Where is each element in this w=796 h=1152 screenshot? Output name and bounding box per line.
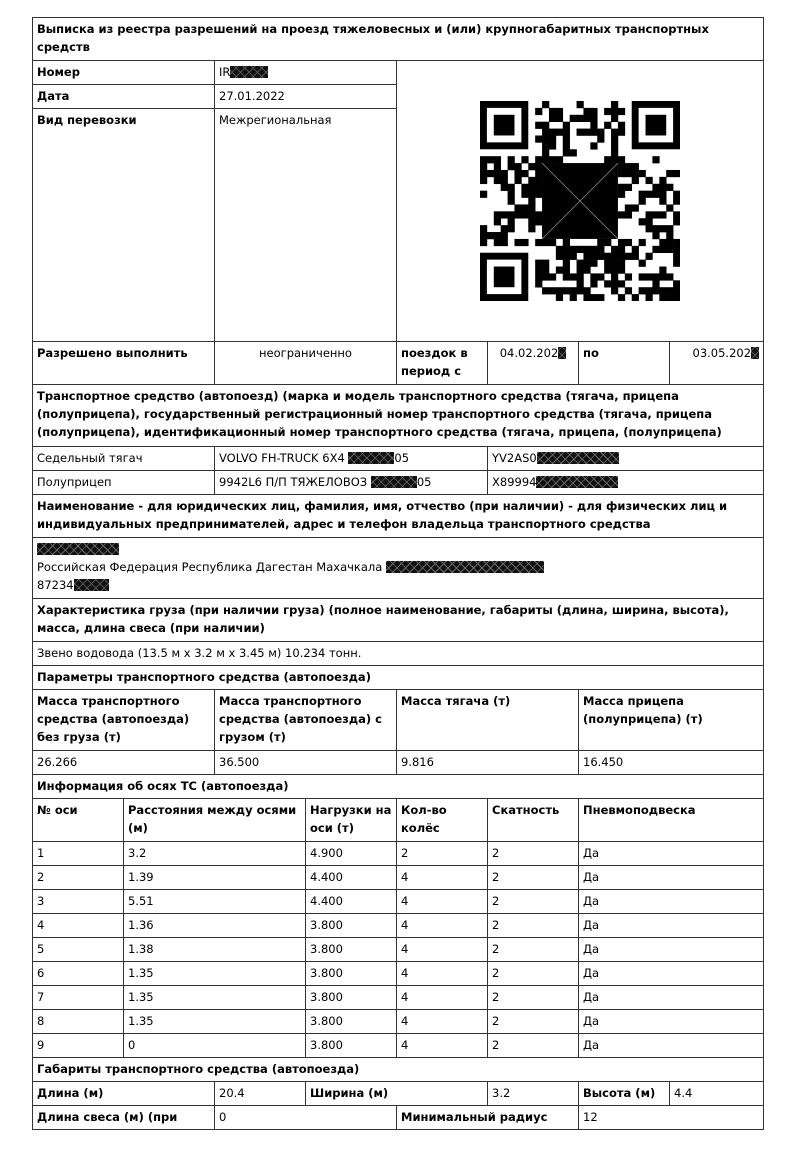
axle-load: 3.800 [306, 962, 397, 986]
redacted-block [371, 476, 417, 488]
height-label: Высота (м) [579, 1082, 670, 1106]
min-radius-label: Минимальный радиус [397, 1106, 579, 1130]
params-header: Параметры транспортного средства (автопоезда) [33, 666, 764, 690]
axle-slope: 2 [488, 866, 579, 890]
tractor-model: VOLVO FH-TRUCK 6X4 05 [215, 447, 488, 471]
trips-label: поездок в период с [397, 342, 488, 385]
min-radius-value: 12 [579, 1106, 764, 1130]
axle-slope: 2 [488, 962, 579, 986]
cargo-header: Характеристика груза (при наличии груза) (полное наименование, габариты (длина, ширина, высота), масса, длина свеса (при наличии) [33, 599, 764, 642]
table-row [33, 866, 764, 890]
redacted-block [74, 579, 109, 591]
cargo-value: Звено водовода (13.5 м х 3.2 м х 3.45 м) 10.234 тонн. [33, 642, 764, 666]
axle-load: 3.800 [306, 1010, 397, 1034]
table-row [33, 962, 764, 986]
redacted-block [37, 543, 119, 555]
transport-type-label: Вид перевозки [33, 109, 215, 342]
axles-col-load: Нагрузки на оси (т) [306, 799, 397, 842]
axle-distance: 3.2 [124, 842, 306, 866]
params-col-mass-tractor: Масса тягача (т) [397, 690, 579, 751]
tractor-vin: YV2AS0 [488, 447, 764, 471]
axle-wheels: 4 [397, 914, 488, 938]
axle-pneumatic: Да [579, 1010, 764, 1034]
allowed-value: неограниченно [215, 342, 397, 385]
axle-number: 5 [33, 938, 124, 962]
to-date: 03.05.202 [670, 342, 764, 385]
vehicle-header: Транспортное средство (автопоезд) (марка и модель транспортного средства (тягача, прицепа (полуприцепа), государственный регистрационный номер транспортного средства (тягача, прицепа (полуприцепа), идентификационный номер транспортного средства (тягача, прицепа, (полуприцепа) [33, 385, 764, 447]
axle-number: 1 [33, 842, 124, 866]
axle-distance: 1.35 [124, 962, 306, 986]
date-label: Дата [33, 85, 215, 109]
axle-slope: 2 [488, 914, 579, 938]
axle-pneumatic: Да [579, 842, 764, 866]
axle-number: 3 [33, 890, 124, 914]
axle-pneumatic: Да [579, 1034, 764, 1058]
params-col-mass-loaded: Масса транспортного средства (автопоезда) с грузом (т) [215, 690, 397, 751]
axles-col-pneumatic: Пневмоподвеска [579, 799, 764, 842]
document-title: Выписка из реестра разрешений на проезд тяжеловесных и (или) крупногабаритных транспортных средств [33, 18, 764, 61]
to-label: по [579, 342, 670, 385]
axle-wheels: 4 [397, 890, 488, 914]
table-row [33, 1010, 764, 1034]
overhang-value: 0 [215, 1106, 397, 1130]
params-value-mass-loaded: 36.500 [215, 751, 397, 775]
axles-col-number: № оси [33, 799, 124, 842]
axle-wheels: 2 [397, 842, 488, 866]
qr-code-icon [480, 101, 680, 301]
axle-slope: 2 [488, 842, 579, 866]
params-col-mass-trailer: Масса прицепа (полуприцепа) (т) [579, 690, 764, 751]
axles-header: Информация об осях ТС (автопоезда) [33, 775, 764, 799]
date-value: 27.01.2022 [215, 85, 397, 109]
axle-load: 3.800 [306, 914, 397, 938]
axle-distance: 1.39 [124, 866, 306, 890]
table-row [33, 938, 764, 962]
transport-type-value: Межрегиональная [215, 109, 397, 342]
trailer-model: 9942L6 П/П ТЯЖЕЛОВОЗ 05 [215, 471, 488, 495]
axle-number: 7 [33, 986, 124, 1010]
axles-col-wheels: Кол-во колёс [397, 799, 488, 842]
owner-header: Наименование - для юридических лиц, фамилия, имя, отчество (при наличии) - для физических лиц и индивидуальных предпринимателей, адрес и телефон владельца транспортного средства [33, 495, 764, 538]
axles-col-slope: Скатность [488, 799, 579, 842]
allowed-label: Разрешено выполнить [33, 342, 215, 385]
axle-slope: 2 [488, 938, 579, 962]
axle-number: 9 [33, 1034, 124, 1058]
permit-extract-table [32, 17, 764, 1130]
axles-col-distance: Расстояния между осями (м) [124, 799, 306, 842]
axle-pneumatic: Да [579, 914, 764, 938]
tractor-label: Седельный тягач [33, 447, 215, 471]
axle-wheels: 4 [397, 1034, 488, 1058]
axle-pneumatic: Да [579, 890, 764, 914]
trailer-vin: X89994 [488, 471, 764, 495]
table-row [33, 986, 764, 1010]
number-label: Номер [33, 61, 215, 85]
axle-number: 6 [33, 962, 124, 986]
axle-slope: 2 [488, 986, 579, 1010]
redacted-block [386, 561, 544, 573]
axle-number: 2 [33, 866, 124, 890]
axle-load: 4.900 [306, 842, 397, 866]
axle-pneumatic: Да [579, 986, 764, 1010]
redacted-block [230, 66, 268, 78]
axle-load: 3.800 [306, 938, 397, 962]
axle-pneumatic: Да [579, 866, 764, 890]
axle-number: 4 [33, 914, 124, 938]
length-value: 20.4 [215, 1082, 306, 1106]
trailer-label: Полуприцеп [33, 471, 215, 495]
axle-slope: 2 [488, 1034, 579, 1058]
qr-code-cell [397, 61, 764, 342]
axle-distance: 1.35 [124, 986, 306, 1010]
redacted-block [558, 347, 566, 359]
length-label: Длина (м) [33, 1082, 215, 1106]
table-row [33, 890, 764, 914]
from-date: 04.02.202 [488, 342, 579, 385]
number-value: IR [215, 61, 397, 85]
params-col-mass-empty: Масса транспортного средства (автопоезда) без груза (т) [33, 690, 215, 751]
axle-load: 3.800 [306, 1034, 397, 1058]
redacted-block [536, 476, 618, 488]
table-row [33, 914, 764, 938]
redacted-block [348, 452, 394, 464]
axle-number: 8 [33, 1010, 124, 1034]
height-value: 4.4 [670, 1082, 764, 1106]
redacted-block [537, 452, 619, 464]
axle-load: 4.400 [306, 866, 397, 890]
axle-slope: 2 [488, 1010, 579, 1034]
params-value-mass-trailer: 16.450 [579, 751, 764, 775]
axle-distance: 1.35 [124, 1010, 306, 1034]
axle-wheels: 4 [397, 1010, 488, 1034]
dimensions-header: Габариты транспортного средства (автопоезда) [33, 1058, 764, 1082]
overhang-label: Длина свеса (м) (при [33, 1106, 215, 1130]
axle-distance: 1.36 [124, 914, 306, 938]
axle-wheels: 4 [397, 938, 488, 962]
width-value: 3.2 [488, 1082, 579, 1106]
table-row [33, 842, 764, 866]
owner-details: Российская Федерация Республика Дагестан Махачкала 87234 [33, 538, 764, 599]
axle-load: 3.800 [306, 986, 397, 1010]
axle-pneumatic: Да [579, 938, 764, 962]
axle-distance: 5.51 [124, 890, 306, 914]
axle-wheels: 4 [397, 962, 488, 986]
redacted-block [751, 347, 759, 359]
params-value-mass-tractor: 9.816 [397, 751, 579, 775]
params-value-mass-empty: 26.266 [33, 751, 215, 775]
axle-pneumatic: Да [579, 962, 764, 986]
axle-distance: 1.38 [124, 938, 306, 962]
table-row [33, 1034, 764, 1058]
axle-distance: 0 [124, 1034, 306, 1058]
width-label: Ширина (м) [306, 1082, 488, 1106]
axle-slope: 2 [488, 890, 579, 914]
axle-wheels: 4 [397, 866, 488, 890]
axle-wheels: 4 [397, 986, 488, 1010]
axle-load: 4.400 [306, 890, 397, 914]
